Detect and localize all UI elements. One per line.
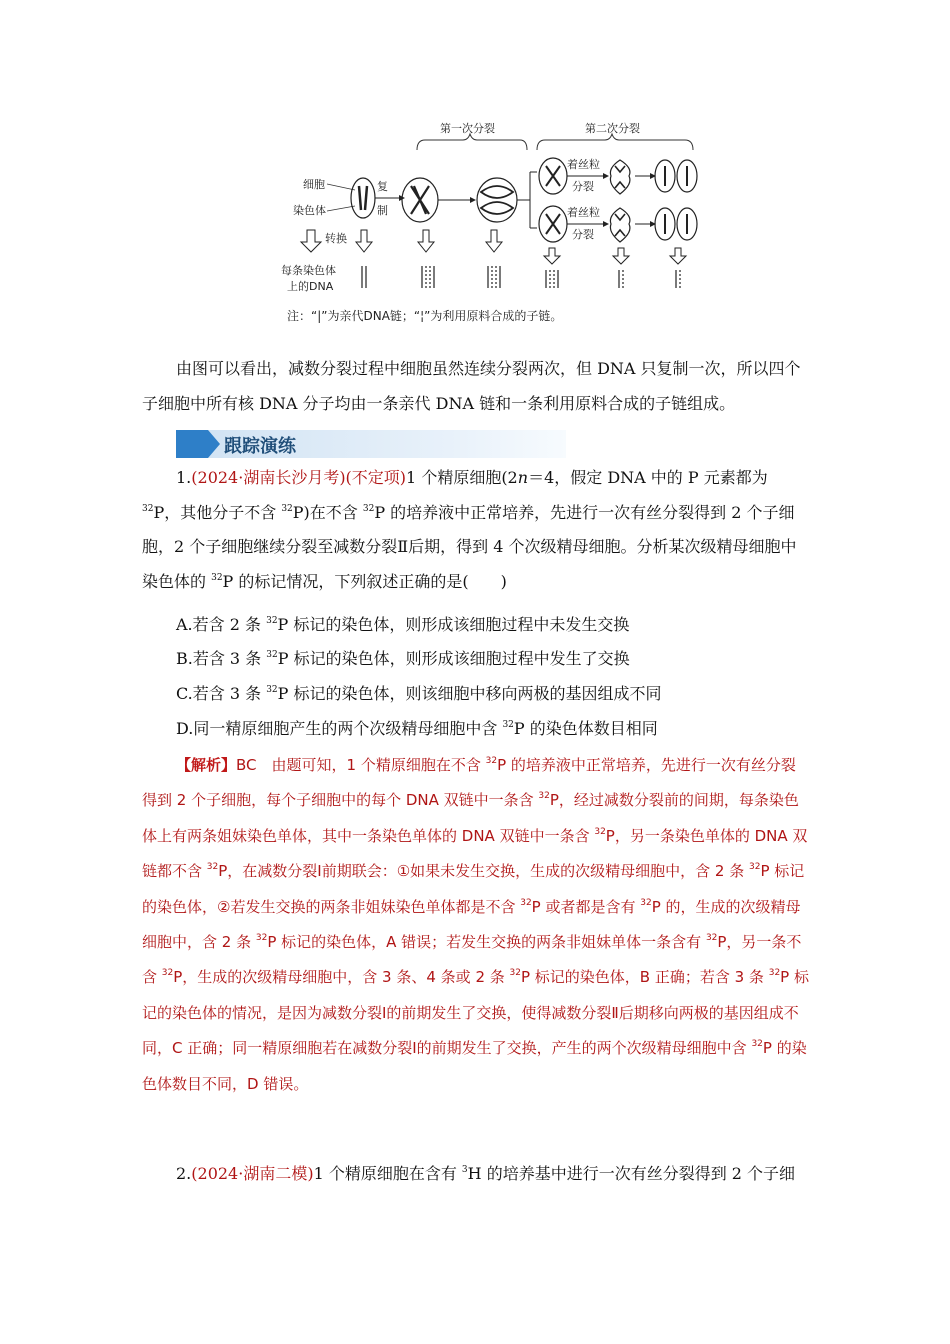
analysis-seg: P，在减数分裂Ⅰ前期联会：①如果未发生交换，生成的次级精母细胞中，含 2 条 [218, 862, 750, 881]
sup-32: 32 [266, 685, 278, 695]
sup-32: 32 [538, 791, 550, 802]
analysis-seg: P 的培养液中正常培养，先进行一次有丝分裂得到 2 个子细胞，每个子细胞中的每个 DNA 双链中一条含 [142, 756, 796, 810]
cell-label: 细胞 [303, 178, 325, 191]
section-title: 跟踪演练 [224, 436, 296, 457]
sup-32: 32 [266, 650, 278, 660]
centromere-label-a1: 着丝粒 [567, 158, 600, 171]
replicate-label-1: 复 [377, 180, 388, 193]
option-c-suffix: P 标记的染色体，则该细胞中移向两极的基因组成不同 [277, 684, 662, 703]
sup-32: 32 [281, 503, 293, 514]
stem-d: P)在不含 [292, 502, 363, 522]
analysis-seg: P 标记的染色体的情况，是因为减数分裂Ⅰ的前期发生了交换，使得减数分裂Ⅱ后期移向两极的基因组成不同，C 正确；同一精原细胞若在减数分裂Ⅰ的前期发生了交换，产生的两个次级精母细胞中含 [142, 968, 809, 1058]
section-header [176, 430, 566, 458]
sup-32: 32 [142, 503, 154, 514]
analysis-seg: P 标记的染色体，②若发生交换的两条非姐妹染色单体都是不含 [142, 862, 805, 916]
stage2-brace [537, 134, 693, 150]
sup-32: 32 [520, 897, 532, 908]
centromere-label-a2: 分裂 [572, 180, 594, 193]
sup-32: 32 [705, 933, 718, 944]
dna-label-line2: 上的DNA [287, 280, 334, 293]
stem-a: 1 个精原细胞(2 [406, 468, 518, 487]
option-d-prefix: D.同一精原细胞产生的两个次级精母细胞中含 [176, 719, 503, 738]
section-arrow-icon [176, 430, 220, 458]
option-a-suffix: P 标记的染色体，则形成该细胞过程中未发生交换 [277, 615, 630, 634]
sup-32: 32 [255, 933, 268, 944]
analysis-seg: P，另一条不含 [142, 933, 802, 987]
sup-32: 32 [594, 826, 606, 837]
sup-32: 32 [509, 968, 521, 979]
question-1-source: (2024·湖南长沙月考)(不定项) [191, 468, 407, 487]
stage1-label: 第一次分裂 [440, 122, 495, 135]
sup-32: 32 [161, 968, 174, 979]
question-2-source: (2024·湖南二模) [191, 1164, 314, 1183]
analysis-seg: P 或者都是含有 [531, 897, 641, 916]
analysis-answer: BC [236, 756, 257, 774]
stem-e: P 的培养液中正常培养，先进行一次有丝分裂得到 2 个子细胞，2 个子细胞继续分裂至减数分裂Ⅱ后期，得到 4 个次级精母细胞。分析某次级精母细胞中染色体的 [142, 502, 797, 591]
sup-32: 32 [362, 503, 375, 514]
analysis-seg: P 标记的染色体，A 错误；若发生交换的两条非姐妹单体一条含有 [267, 933, 706, 952]
analysis-seg: P，经过减数分裂前的间期，每条染色体上有两条姐妹染色单体，其中一条染色单体的 DNA 双链中一条含 [142, 791, 799, 845]
analysis-label: 【解析】 [176, 756, 237, 774]
option-a-prefix: A.若含 2 条 [176, 615, 267, 634]
option-d-suffix: P 的染色体数目相同 [513, 719, 658, 738]
sup-32: 32 [768, 968, 781, 979]
sup-32: 32 [751, 1039, 763, 1050]
question-2-stem [142, 1157, 810, 1192]
option-a[interactable] [176, 608, 629, 642]
stage1-brace [417, 134, 527, 150]
stage2-label: 第二次分裂 [585, 122, 640, 135]
option-c-prefix: C.若含 3 条 [176, 684, 267, 703]
analysis-seg: 由题可知，1 个精原细胞在不含 [256, 756, 486, 774]
option-b-suffix: P 标记的染色体，则形成该细胞过程中发生了交换 [277, 649, 630, 668]
option-b-prefix: B.若含 3 条 [176, 649, 267, 668]
q2-stem-b: H 的培养基中进行一次有丝分裂得到 2 个子细 [467, 1164, 796, 1183]
sup-32: 32 [485, 756, 498, 766]
sup-32: 32 [206, 862, 219, 873]
sup-32: 32 [211, 572, 223, 583]
analysis-seg: P，另一条染色单体的 DNA 双链都不含 [142, 826, 808, 881]
analysis-seg: P 的，生成的次级精母细胞中，含 2 条 [142, 897, 801, 952]
question-1-number: 1. [176, 468, 192, 487]
question-1-stem [142, 461, 810, 599]
meiosis-diagram [275, 110, 715, 335]
analysis-block [142, 748, 810, 1102]
centromere-label-b1: 着丝粒 [567, 206, 600, 219]
sup-3: 3 [461, 1165, 468, 1175]
dna-label-line1: 每条染色体 [281, 264, 336, 277]
stem-b: ＝4，假定 DNA 中的 P 元素都为 [528, 468, 768, 487]
intro-paragraph: 由图可以看出，减数分裂过程中细胞虽然连续分裂两次，但 DNA 只复制一次，所以四个子细胞中所有核 DNA 分子均由一条亲代 DNA 链和一条利用原料合成的子链组成。 [142, 359, 801, 413]
stem-c: P，其他分子不含 [153, 502, 282, 522]
stem-f: P 的标记情况，下列叙述正确的是( ) [222, 571, 507, 591]
sup-32: 32 [640, 897, 652, 908]
analysis-seg: P 标记的染色体，B 正确；若含 3 条 [520, 968, 769, 987]
option-b[interactable] [176, 642, 630, 676]
centromere-label-b2: 分裂 [572, 228, 594, 241]
sup-32: 32 [266, 616, 278, 626]
chromosome-label: 染色体 [293, 204, 326, 217]
replicate-label-2: 制 [377, 204, 388, 217]
sup-32: 32 [749, 862, 761, 873]
sup-32: 32 [502, 720, 514, 730]
option-d[interactable] [176, 712, 658, 746]
stem-n: n [517, 468, 529, 487]
figure-note: 注：“|”为亲代DNA链；“¦”为利用原料合成的子链。 [287, 309, 563, 323]
option-c[interactable] [176, 677, 662, 711]
analysis-seg: P，生成的次级精母细胞中，含 3 条、4 条或 2 条 [173, 968, 510, 987]
q2-stem-a: 1 个精原细胞在含有 [313, 1164, 462, 1183]
analysis-seg: P 的染色体数目不同，D 错误。 [142, 1039, 807, 1093]
convert-label: 转换 [325, 232, 347, 245]
question-2-number: 2. [176, 1164, 192, 1183]
